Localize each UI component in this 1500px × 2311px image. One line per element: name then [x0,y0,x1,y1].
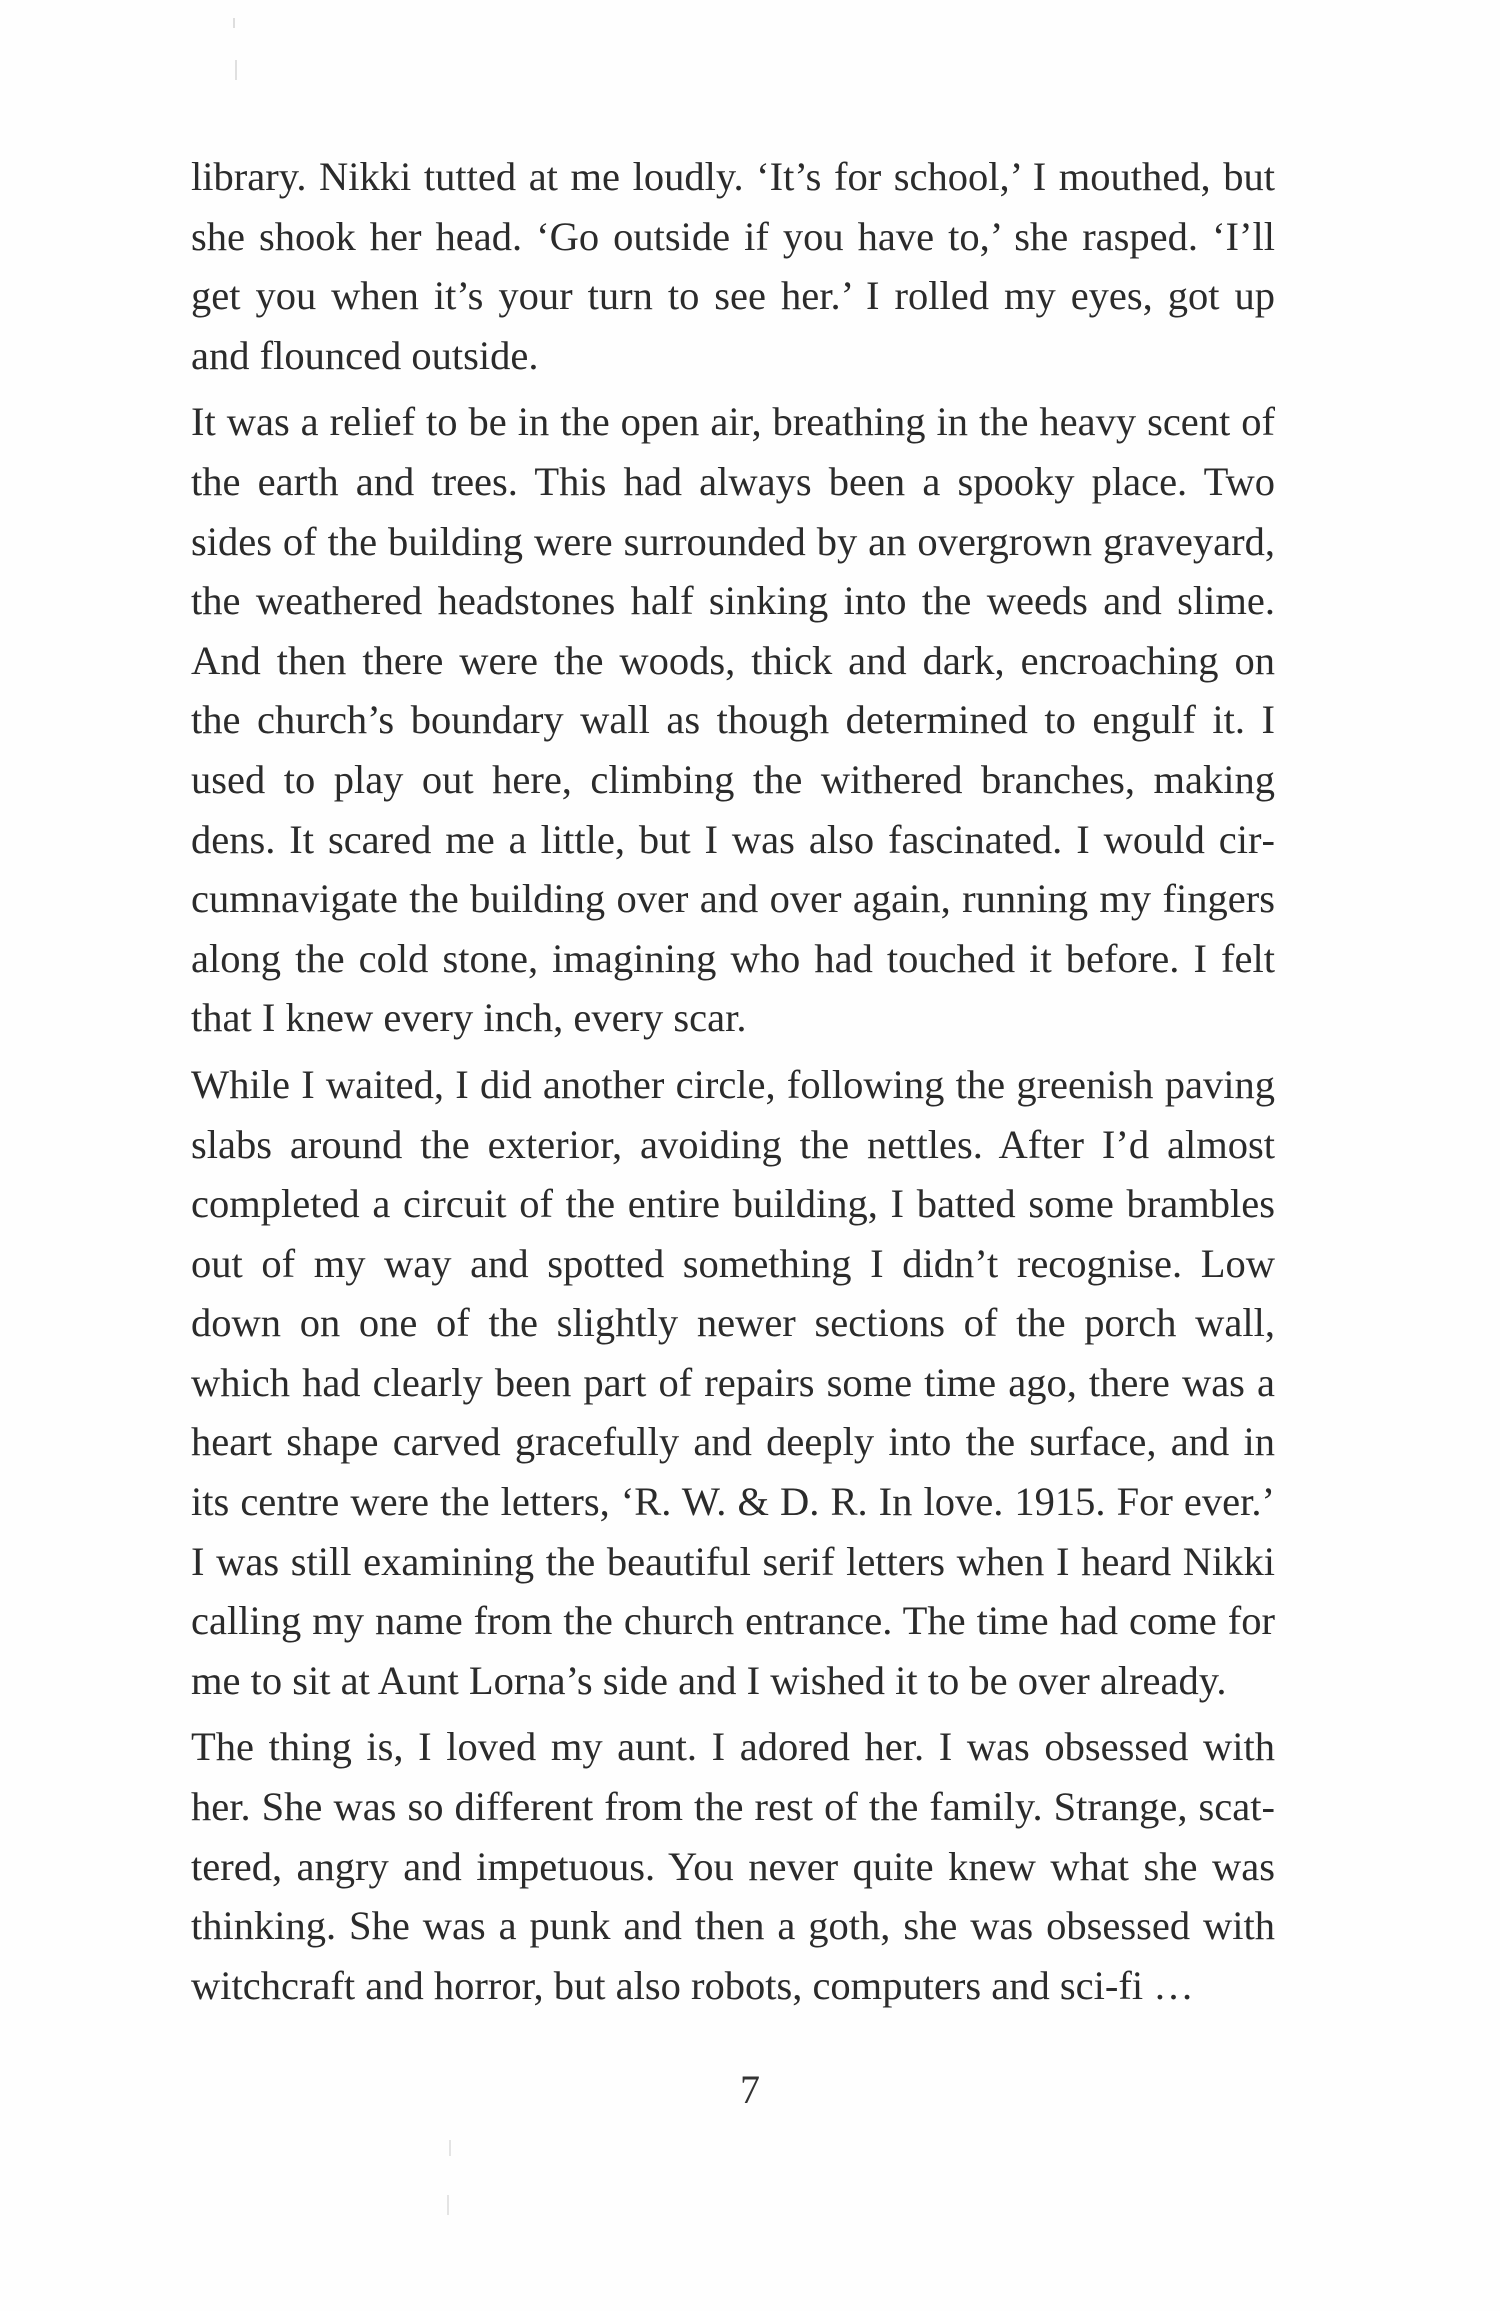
scan-mark [449,2140,451,2156]
scan-mark [235,60,237,80]
paragraph: The thing is, I loved my aunt. I adored her. I was obsessed with her. She was so different from the rest of the family. Strange, scattered, angry and impetuous. You never quite knew what she was thinking. She was a punk and then a goth, she was obsessed with witchcraft and horror, but also robots, computers and sci-fi … [191,1724,1275,2008]
page-number: 7 [740,2067,760,2112]
paragraph: While I waited, I did another circle, following the greenish paving slabs around the exterior, avoiding the nettles. After I’d almost completed a circuit of the entire building, I batted some brambles out of my way and spotted something I didn’t recognise. Low down on one of the slightly newer sections of the porch wall, which had clearly been part of repairs some time ago, there was a heart shape carved gracefully and deeply into the surface, and in its centre were the letters, ‘R. W. & D. R. In love. 1915. For ever.’ I was still examining the beautiful serif letters when I heard Nikki calling my name from the church entrance. The time had come for me to sit at Aunt Lorna’s side and I wished it to be over already. [191,1061,1275,1703]
scan-mark [447,2195,449,2215]
paragraph-continuation: library. Nikki tutted at me loudly. ‘It’s for school,’ I mouthed, but she shook her head. ‘Go outside if you have to,’ she rasped. ‘I’ll get you when it’s your turn to see her.’ I rolled my eyes, got up and flounced outside. [191,154,1275,378]
body-text [191,147,1275,2015]
scan-mark [233,18,235,28]
paragraph: It was a relief to be in the open air, breathing in the heavy scent of the earth and trees. This had always been a spooky place. Two sides of the building were surrounded by an overgrown graveyard, the weathered headstones half sinking into the weeds and slime. And then there were the woods, thick and dark, encroaching on the church’s boundary wall as though determined to engulf it. I used to play out here, climbing the withered branches, making dens. It scared me a little, but I was also fascinated. I would circumnavigate the building over and over again, running my fingers along the cold stone, imagining who had touched it before. I felt that I knew every inch, every scar. [191,399,1275,1041]
